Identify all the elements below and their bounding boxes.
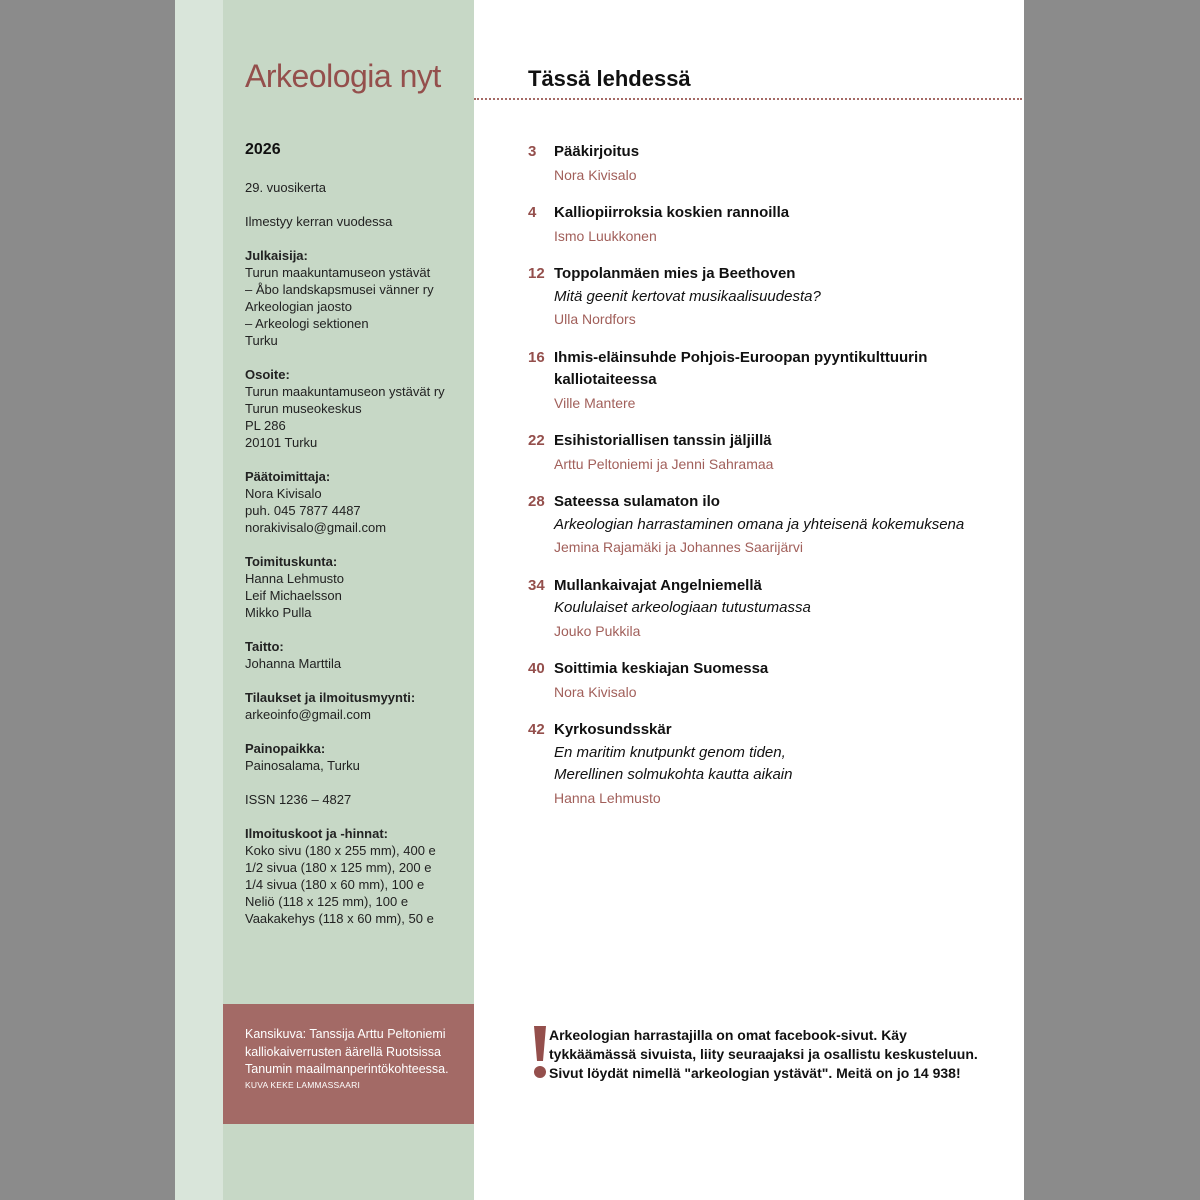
facebook-notice — [533, 1026, 993, 1083]
exclamation-icon — [533, 1026, 547, 1080]
toc-entry — [528, 141, 1008, 186]
toc-entry — [528, 658, 1008, 703]
issue-year: 2026 — [245, 141, 281, 158]
colophon-label: Taitto: — [245, 639, 284, 654]
sidebar-strip — [175, 0, 223, 1200]
toc-article-title: Kalliopiirroksia koskien rannoilla — [554, 204, 790, 221]
toc-article-author: Ulla Nordfors — [554, 311, 636, 327]
toc-article-author: Nora Kivisalo — [554, 683, 637, 700]
toc-article-title: Kyrkosundsskär — [554, 721, 672, 738]
toc-page-number: 12 — [528, 265, 545, 282]
board-block — [245, 553, 470, 621]
cover-caption — [223, 1004, 474, 1124]
colophon-line: Turun museokeskus — [245, 401, 362, 416]
table-of-contents-panel — [474, 0, 1024, 1200]
orders-block — [245, 689, 470, 723]
address-block — [245, 366, 470, 451]
frequency: Ilmestyy kerran vuodessa — [245, 214, 393, 229]
facebook-notice-text: Arkeologian harrastajilla on omat facebook-sivut. Käy tykkäämässä sivuista, liity seuraajaksi ja osallistu keskusteluun. Sivut löydät nimellä "arkeologian ystävät". Meitä on jo 14 938! — [549, 1027, 978, 1081]
toc-entry — [528, 575, 1008, 643]
toc-page-number: 16 — [528, 348, 545, 366]
colophon-line: arkeoinfo@gmail.com — [245, 707, 371, 722]
colophon-line: – Arkeologi sektionen — [245, 316, 369, 331]
colophon-line: 20101 Turku — [245, 435, 318, 450]
colophon-line: Vaakakehys (118 x 60 mm), 50 e — [245, 911, 434, 926]
colophon-line: – Åbo landskapsmusei vänner ry — [245, 282, 434, 297]
toc-list — [528, 141, 1008, 825]
toc-article-title: Esihistoriallisen tanssin jäljillä — [554, 432, 772, 449]
sidebar — [223, 0, 474, 1200]
toc-article-subtitle: Arkeologian harrastaminen omana ja yhteisenä kokemuksena — [554, 515, 965, 533]
dotted-divider — [474, 98, 1022, 100]
colophon-line: 1/2 sivua (180 x 125 mm), 200 e — [245, 860, 432, 875]
colophon-label: Ilmoituskoot ja -hinnat: — [245, 826, 388, 841]
colophon-line: Nora Kivisalo — [245, 486, 322, 501]
toc-page-number: 34 — [528, 576, 545, 594]
colophon-line: Hanna Lehmusto — [245, 571, 345, 586]
colophon-line: 1/4 sivua (180 x 60 mm), 100 e — [245, 877, 425, 892]
magazine-page — [175, 0, 1024, 1200]
toc-article-subtitle: Koululaiset arkeologiaan tutustumassa — [554, 599, 811, 616]
toc-article-author: Ismo Luukkonen — [554, 227, 657, 244]
colophon-line: Johanna Marttila — [245, 656, 342, 671]
colophon-label: Toimituskunta: — [245, 554, 338, 569]
layout-block — [245, 638, 470, 672]
toc-article-title: Sateessa sulamaton ilo — [554, 493, 720, 510]
toc-entry — [528, 430, 1008, 475]
colophon-label: Painopaikka: — [245, 741, 326, 756]
toc-page-number: 22 — [528, 432, 545, 449]
printing-block — [245, 740, 470, 774]
colophon — [245, 179, 470, 944]
colophon-line: Leif Michaelsson — [245, 588, 342, 603]
toc-article-title: Mullankaivajat Angelniemellä — [554, 576, 762, 594]
toc-entry — [528, 347, 1008, 415]
cover-caption-text: Kansikuva: Tanssija Arttu Peltoniemi kalliokaiverrusten äärellä Ruotsissa Tanumin maailmanperintökohteessa. — [245, 1027, 449, 1076]
toc-page-number: 42 — [528, 721, 545, 738]
toc-entry — [528, 202, 1008, 247]
toc-entry — [528, 719, 1008, 809]
toc-article-author: Ville Mantere — [554, 394, 636, 411]
issn: ISSN 1236 – 4827 — [245, 792, 352, 807]
colophon-line: Arkeologian jaosto — [245, 299, 352, 314]
toc-article-author: Jemina Rajamäki ja Johannes Saarijärvi — [554, 539, 804, 555]
ad-prices-block — [245, 825, 470, 927]
toc-entry — [528, 491, 1008, 559]
toc-title: Tässä lehdessä — [528, 66, 691, 91]
toc-article-title: Soittimia keskiajan Suomessa — [554, 660, 769, 677]
publisher-block — [245, 247, 470, 349]
toc-article-author: Jouko Pukkila — [554, 622, 641, 639]
colophon-line: norakivisalo@gmail.com — [245, 520, 387, 535]
editor-block — [245, 468, 470, 536]
volume: 29. vuosikerta — [245, 180, 326, 195]
magazine-title: Arkeologia nyt — [245, 58, 441, 94]
colophon-line: Turku — [245, 333, 278, 348]
cover-photo-credit: KUVA KEKE LAMMASSAARI — [245, 1079, 361, 1090]
toc-article-author: Arttu Peltoniemi ja Jenni Sahramaa — [554, 455, 774, 472]
colophon-line: Koko sivu (180 x 255 mm), 400 e — [245, 843, 436, 858]
colophon-label: Julkaisija: — [245, 248, 308, 263]
colophon-line: Neliö (118 x 125 mm), 100 e — [245, 894, 409, 909]
toc-entry — [528, 263, 1008, 331]
colophon-line: Turun maakuntamuseon ystävät ry — [245, 384, 445, 399]
toc-page-number: 28 — [528, 493, 545, 510]
toc-page-number: 4 — [528, 204, 537, 221]
toc-article-title: Ihmis-eläinsuhde Pohjois-Euroopan pyyntikulttuurin kalliotaiteessa — [554, 348, 928, 388]
toc-article-author: Hanna Lehmusto — [554, 789, 661, 806]
colophon-line: Painosalama, Turku — [245, 758, 360, 773]
toc-article-subtitle: Mitä geenit kertovat musikaalisuudesta? — [554, 287, 821, 305]
colophon-label: Tilaukset ja ilmoitusmyynti: — [245, 690, 416, 705]
colophon-label: Päätoimittaja: — [245, 469, 331, 484]
colophon-line: Turun maakuntamuseon ystävät — [245, 265, 431, 280]
toc-page-number: 3 — [528, 143, 537, 160]
toc-article-title: Toppolanmäen mies ja Beethoven — [554, 265, 796, 282]
colophon-line: PL 286 — [245, 418, 286, 433]
toc-article-subtitle: En maritim knutpunkt genom tiden, Merellinen solmukohta kautta aikain — [554, 743, 793, 783]
toc-page-number: 40 — [528, 660, 545, 677]
toc-article-author: Nora Kivisalo — [554, 166, 637, 183]
colophon-label: Osoite: — [245, 367, 290, 382]
colophon-line: puh. 045 7877 4487 — [245, 503, 361, 518]
colophon-line: Mikko Pulla — [245, 605, 312, 620]
toc-article-title: Pääkirjoitus — [554, 143, 640, 160]
